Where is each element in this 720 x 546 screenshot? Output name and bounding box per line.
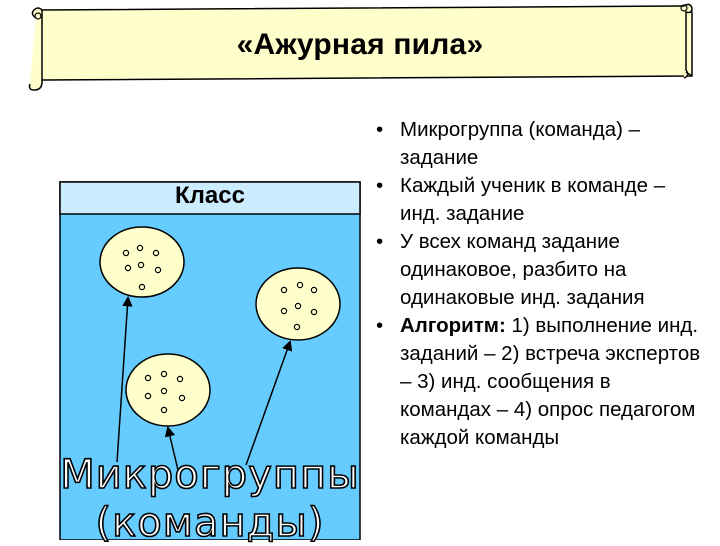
bullet-list [376, 116, 706, 452]
microgroup-1 [100, 227, 184, 297]
bullet-item-algorithm: • Алгоритм: 1) выполнение инд. заданий – 2) встреча экспертов – 3) инд. сообщения в командах – 4) опрос педагогом каждой команды [376, 314, 701, 449]
bullet-item: • У всех команд задание одинаковое, разбито на одинаковые инд. задания [376, 230, 645, 309]
microgroup-2 [256, 268, 340, 340]
slide-title: «Ажурная пила» [236, 28, 484, 61]
bullet-item: • Каждый ученик в команде – инд. задание [376, 174, 666, 225]
class-label: Класс [175, 182, 245, 209]
teams-caption: (команды) [95, 500, 325, 546]
microgroups-caption: Микрогруппы [60, 452, 360, 498]
microgroup-3 [126, 354, 210, 426]
bullet-item: • Микрогруппа (команда) – задание [376, 118, 641, 169]
